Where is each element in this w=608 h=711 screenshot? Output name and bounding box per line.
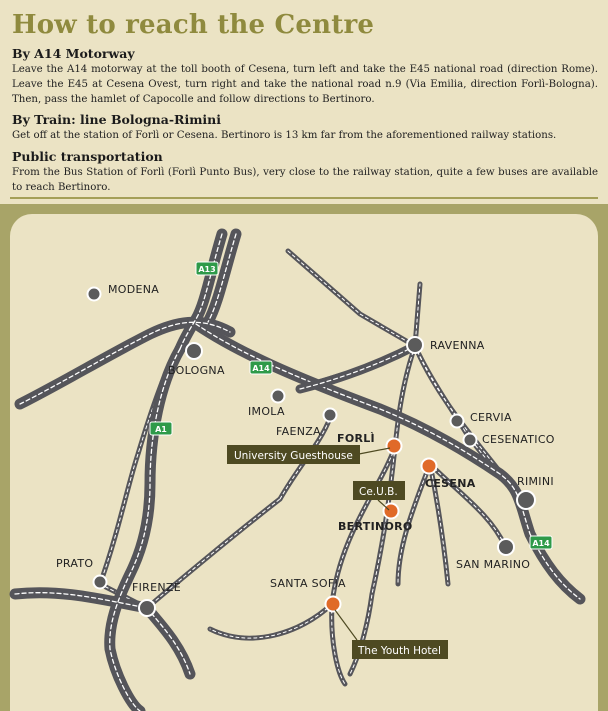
city-prato	[56, 557, 107, 589]
section-title-public-transport: Public transportation	[12, 149, 163, 164]
city-faenza-label: FAENZA	[276, 425, 321, 438]
shield-a1	[150, 422, 172, 435]
callout-youth-hotel-label: The Youth Hotel	[358, 645, 441, 657]
city-forli-label: FORLÌ	[337, 432, 375, 445]
section-body-train: Get off at the station of Forlì or Cesena. Bertinoro is 13 km far from the aforementioned railway stations.	[12, 130, 557, 141]
section-title-motorway: By A14 Motorway	[12, 46, 135, 61]
shield-a14-rimini-label: A14	[532, 539, 550, 548]
city-san-marino-label: SAN MARINO	[456, 558, 531, 571]
callout-youth-hotel	[335, 610, 448, 659]
city-prato-label: PRATO	[56, 557, 94, 570]
city-cervia-label: CERVIA	[470, 411, 512, 424]
city-firenze-label: FIRENZE	[132, 581, 181, 594]
city-bertinoro	[338, 504, 413, 534]
city-bertinoro-label: BERTINORO	[338, 520, 413, 533]
shield-a13-label: A13	[198, 265, 216, 274]
city-cesena-label: CESENA	[425, 477, 476, 490]
city-cervia	[451, 411, 512, 428]
city-imola	[248, 390, 285, 419]
section-body-motorway: Leave the A14 motorway at the toll booth of Cesena, turn left and take the E45 national road (direction Rome). Leave the E45 at Cesena Ovest, turn right and take the national road n.9 (Via Emilia, direction Forlì-Bologna). Then, pass the hamlet of Capocolle and follow directions to Bertinoro.	[12, 64, 598, 105]
shield-a1-label: A1	[155, 425, 167, 434]
city-rimini-label: RIMINI	[517, 475, 554, 488]
shield-a14-bologna	[250, 361, 272, 374]
callout-ceub-label: Ce.U.B.	[359, 486, 398, 498]
city-cesenatico-label: CESENATICO	[482, 433, 555, 446]
shield-a13	[196, 262, 218, 275]
city-bologna-label: BOLOGNA	[168, 364, 225, 377]
shield-a14-rimini	[530, 536, 552, 549]
callout-university-guesthouse-label: University Guesthouse	[234, 450, 353, 462]
city-ravenna-label: RAVENNA	[430, 339, 485, 352]
section-title-train: By Train: line Bologna-Rimini	[12, 112, 222, 127]
city-imola-label: IMOLA	[248, 405, 285, 418]
section-body-public-transport: From the Bus Station of Forlì (Forlì Punto Bus), very close to the railway station, quite a few buses are available to reach Bertinoro.	[12, 167, 598, 193]
city-santa-sofia-label: SANTA SOFIA	[270, 577, 346, 590]
callout-university-guesthouse	[227, 445, 390, 464]
divider	[10, 197, 598, 199]
minor-roads	[100, 251, 527, 684]
page-title: How to reach the Centre	[12, 10, 375, 40]
directions-header	[0, 0, 608, 204]
city-san-marino	[456, 539, 530, 571]
city-modena	[88, 283, 160, 301]
city-rimini	[517, 475, 554, 509]
map	[0, 204, 608, 711]
city-modena-label: MODENA	[108, 283, 160, 296]
city-ravenna	[407, 337, 485, 353]
city-cesena	[422, 459, 476, 491]
shield-a14-bologna-label: A14	[252, 364, 270, 373]
